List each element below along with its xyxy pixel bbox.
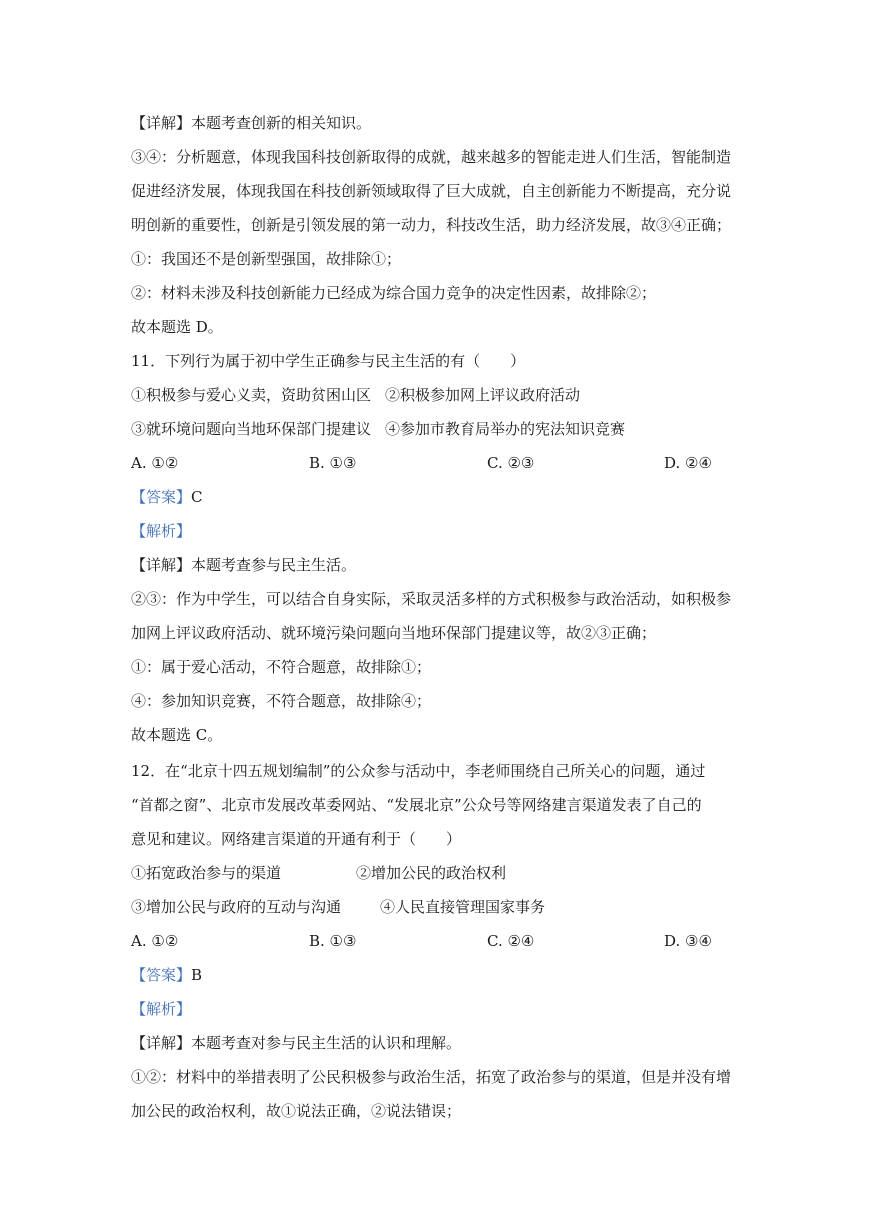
question-12-stem: “首都之窗”、北京市发展改革委网站、“发展北京”公众号等网络建言渠道发表了自己的 — [131, 796, 702, 814]
explanation-line: ④：参加知识竞赛，不符合题意，故排除④； — [131, 692, 432, 710]
option-a: A. ①② — [131, 454, 179, 472]
detail-line — [131, 1033, 771, 1053]
item-2: ②增加公民的政治权利 — [356, 864, 507, 882]
explanation-line: ②：材料未涉及科技创新能力已经成为综合国力竞争的决定性因素，故排除②； — [131, 284, 657, 302]
question-12-items-row-1 — [131, 863, 771, 883]
answer-label: 【答案】 — [131, 488, 192, 506]
detail-text: 本题考查对参与民主生活的认识和理解。 — [191, 1034, 462, 1052]
explanation-line: 加公民的政治权利，故①说法正确，②说法错误； — [131, 1102, 462, 1120]
item-3: ③就环境问题向当地环保部门提建议 — [131, 420, 372, 438]
question-12-stem: 12．在“北京十四五规划编制”的公众参与活动中，李老师围绕自己所关心的问题，通过 — [131, 762, 706, 780]
explanation-line: 加网上评议政府活动、就环境污染问题向当地环保部门提建议等，故②③正确； — [131, 624, 657, 642]
conclusion-line: 故本题选 C。 — [131, 726, 223, 744]
question-12-stem: 意见和建议。网络建言渠道的开通有利于（ ） — [131, 830, 462, 848]
detail-label: 【详解】 — [131, 1034, 192, 1052]
detail-line — [131, 555, 771, 575]
explanation-line: ③④：分析题意，体现我国科技创新取得的成就，越来越多的智能走进人们生活，智能制造 — [131, 148, 732, 166]
item-3: ③增加公民与政府的互动与沟通 — [131, 898, 342, 916]
conclusion-line: 故本题选 D。 — [131, 318, 223, 336]
detail-text: 本题考查参与民主生活。 — [191, 556, 357, 574]
option-a: A. ①② — [131, 932, 179, 950]
option-c: C. ②③ — [487, 454, 535, 472]
detail-line — [131, 113, 771, 133]
explanation-line: 明创新的重要性，创新是引领发展的第一动力，科技改生活，助力经济发展，故③④正确； — [131, 216, 732, 234]
answer-value: B — [191, 966, 203, 984]
detail-label: 【详解】 — [131, 114, 192, 132]
detail-text: 本题考查创新的相关知识。 — [191, 114, 372, 132]
item-4: ④参加市教育局举办的宪法知识竞赛 — [385, 420, 626, 438]
option-b: B. ①③ — [309, 932, 357, 950]
item-1: ①积极参与爱心义卖，资助贫困山区 — [131, 386, 372, 404]
option-d: D. ②④ — [664, 454, 712, 472]
answer-line — [131, 965, 771, 985]
answer-line — [131, 487, 771, 507]
question-11-items-row-2 — [131, 419, 771, 439]
item-1: ①拓宽政治参与的渠道 — [131, 864, 282, 882]
explanation-line: ①：我国还不是创新型强国，故排除①； — [131, 250, 402, 268]
answer-label: 【答案】 — [131, 966, 192, 984]
answer-value: C — [191, 488, 203, 506]
option-d: D. ③④ — [664, 932, 712, 950]
detail-label: 【详解】 — [131, 556, 192, 574]
option-c: C. ②④ — [487, 932, 535, 950]
question-11-stem: 11．下列行为属于初中学生正确参与民主生活的有（ ） — [131, 352, 526, 370]
question-12-items-row-2 — [131, 897, 771, 917]
explanation-line: ①②：材料中的举措表明了公民积极参与政治生活，拓宽了政治参与的渠道，但是并没有增 — [131, 1068, 732, 1086]
option-b: B. ①③ — [309, 454, 357, 472]
analysis-label: 【解析】 — [131, 522, 192, 540]
explanation-line: ②③：作为中学生，可以结合自身实际，采取灵活多样的方式积极参与政治活动，如积极参 — [131, 590, 732, 608]
explanation-line: 促进经济发展，体现我国在科技创新领域取得了巨大成就，自主创新能力不断提高，充分说 — [131, 182, 732, 200]
item-4: ④人民直接管理国家事务 — [380, 898, 546, 916]
explanation-line: ①：属于爱心活动，不符合题意，故排除①； — [131, 658, 432, 676]
analysis-label: 【解析】 — [131, 1000, 192, 1018]
item-2: ②积极参加网上评议政府活动 — [385, 386, 581, 404]
question-11-items-row-1 — [131, 385, 771, 405]
